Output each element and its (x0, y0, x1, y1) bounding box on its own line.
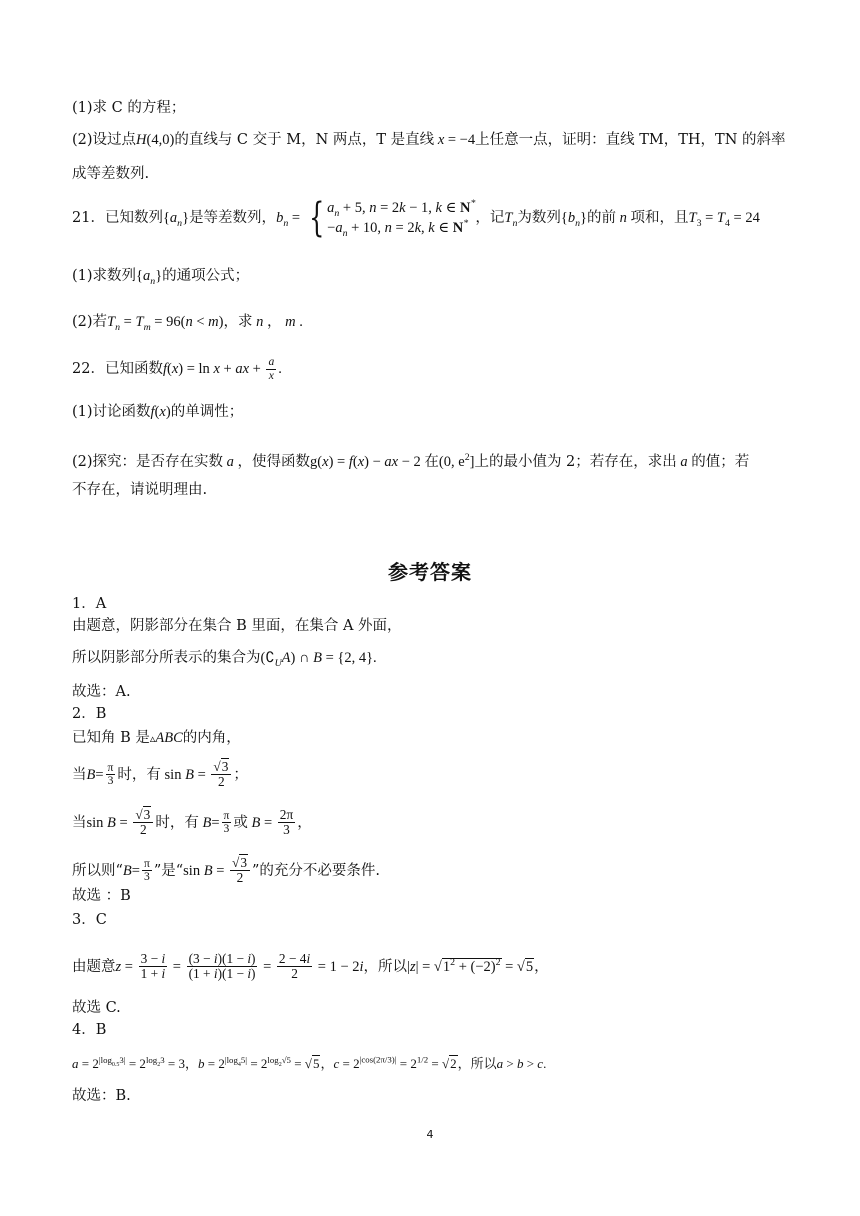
q20-part2-cont: 成等差数列. (72, 166, 150, 182)
q20-part1: (1)求 C 的方程； (72, 100, 186, 116)
q21-statement: 21．已知数列$\{a_n\}$是等差数列，$b_n$ = { $a_n + 5$, n = 2k − 1, k ∈ N* $-a_n + 10$, n = 2k, k ∈ N* ，记$T_n$为数列$\{b_n\}$的前 n 项和，且$T_3 = T_4 = 24$ (72, 195, 760, 241)
answer-1-line1: 由题意，阴影部分在集合 B 里面，在集合 A 外面， (72, 618, 402, 634)
answer-4-conclusion: 故选：B. (72, 1088, 131, 1104)
answer-1-conclusion: 故选：A. (72, 684, 131, 700)
answer-3-conclusion: 故选 C. (72, 1000, 121, 1016)
answer-3-label: 3．C (72, 912, 107, 928)
page-number: 4 (426, 1128, 434, 1141)
q21-part1: (1)求数列$\{a_n\}$的通项公式； (72, 268, 250, 287)
answer-2-label: 2．B (72, 706, 107, 722)
answer-2-line1: 已知角 B 是▵ABC的内角， (72, 730, 241, 746)
q22-part1: (1)讨论函数f(x)的单调性； (72, 404, 244, 420)
q22-part2: (2)探究：是否存在实数 a ，使得函数g(x) = f(x) − ax − 2 在(0, $e^2$]上的最小值为 2；若存在，求出 a 的值；若 (72, 452, 750, 470)
q21-part2: (2)若$T_n = T_m = 96(n < m)$，求 n ， m . (72, 314, 303, 333)
answer-2-line4: 所以则“B= $\frac{\pi}{3}$ ”是“sin B = $\frac{√3}{2}$ ”的充分不必要条件. (72, 855, 381, 886)
answers-heading: 参考答案 (388, 560, 472, 584)
answer-3-line1: 由题意z = $\frac{3 - i}{1 + i}$ = $\frac{(3 - i)(1 - i)}{(1 + i)(1 - i)}$ = $\frac{2 - 4i}{2}$ = 1 − 2i，所以$|z| = √1^2 + (-2)^2 = √5$， (72, 951, 549, 982)
q22-statement: 22．已知函数f(x) = ln x + ax + $\frac{a}{x}$ . (72, 355, 282, 382)
answer-2-conclusion: 故选 ：B (72, 888, 131, 904)
q20-part2: (2)设过点H(4,0)的直线与 C 交于 M，N 两点，T 是直线 x = −4上任意一点，证明：直线 TM，TH，TN 的斜率 (72, 132, 786, 148)
q22-part2-cont: 不存在，请说明理由. (72, 482, 208, 498)
answer-2-line2: 当B= $\frac{\pi}{3}$ 时，有 sin B = $\frac{√3}{2}$ ； (72, 759, 248, 790)
answer-1-label: 1．A (72, 596, 107, 612)
answer-1-line2: 所以阴影部分所表示的集合为$(∁_UA)$ ∩ B = {2, 4}. (72, 650, 377, 669)
answer-2-line3: 当sin B = $\frac{√3}{2}$ 时，有 B= $\frac{\pi}{3}$ 或 B = $\frac{2\pi}{3}$ ， (72, 807, 312, 838)
answer-4-label: 4．B (72, 1022, 107, 1038)
answer-4-line1: $a = 2^{|log_{0.5}3|} = 2^{log_23} = 3$，$b = 2^{|log_45|} = 2^{log_2√5} = √5$，$c = 2^{|cos(2\pi/3)|} = 2^{1/2} = √2$，所以a > b > c. (72, 1054, 547, 1072)
